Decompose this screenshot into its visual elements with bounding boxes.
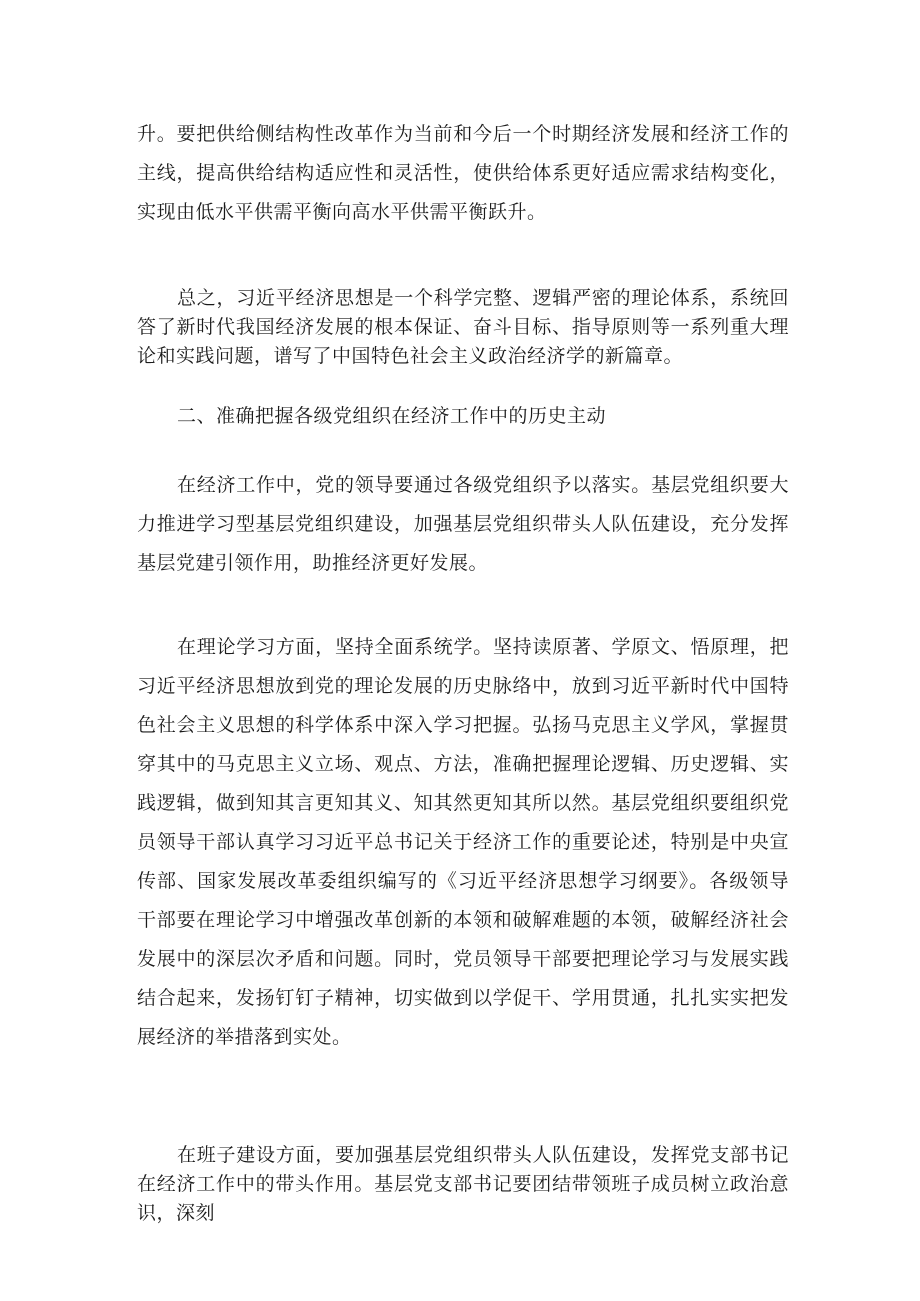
paragraph-summary: 总之，习近平经济思想是一个科学完整、逻辑严密的理论体系，系统回答了新时代我国经济发展的根本保证、奋斗目标、指导原则等一系列重大理论和实践问题，谱写了中国特色社会主义政治经济学的新篇章。 xyxy=(137,287,789,367)
paragraph-theory-study: 在理论学习方面，坚持全面系统学。坚持读原著、学原文、悟原理，把习近平经济思想放到党的理论发展的历史脉络中，放到习近平新时代中国特色社会主义思想的科学体系中深入学习把握。弘扬马克思主义学风，掌握贯穿其中的马克思主义立场、观点、方法，准确把握理论逻辑、历史逻辑、实践逻辑，做到知其言更知其义、知其然更知其所以然。基层党组织要组织党员领导干部认真学习习近平总书记关于经济工作的重要论述，特别是中央宣传部、国家发展改革委组织编写的《习近平经济思想学习纲要》。各级领导干部要在理论学习中增强改革创新的本领和破解难题的本领，破解经济社会发展中的深层次矛盾和问题。同时，党员领导干部要把理论学习与发展实践结合起来，发扬钉钉子精神，切实做到以学促干、学用贯通，扎扎实实把发展经济的举措落到实处。 xyxy=(137,636,789,1048)
section-heading-2: 二、准确把握各级党组织在经济工作中的历史主动 xyxy=(177,405,607,427)
paragraph-team-building: 在班子建设方面，要加强基层党组织带头人队伍建设，发挥党支部书记在经济工作中的带头作用。基层党支部书记要团结带领班子成员树立政治意识，深刻 xyxy=(137,1144,789,1224)
paragraph-supply-side-reform: 升。要把供给侧结构性改革作为当前和今后一个时期经济发展和经济工作的主线，提高供给结构适应性和灵活性，使供给体系更好适应需求结构变化，实现由低水平供需平衡向高水平供需平衡跃升。 xyxy=(137,123,789,223)
paragraph-party-leadership: 在经济工作中，党的领导要通过各级党组织予以落实。基层党组织要大力推进学习型基层党组织建设，加强基层党组织带头人队伍建设，充分发挥基层党建引领作用，助推经济更好发展。 xyxy=(137,474,789,574)
